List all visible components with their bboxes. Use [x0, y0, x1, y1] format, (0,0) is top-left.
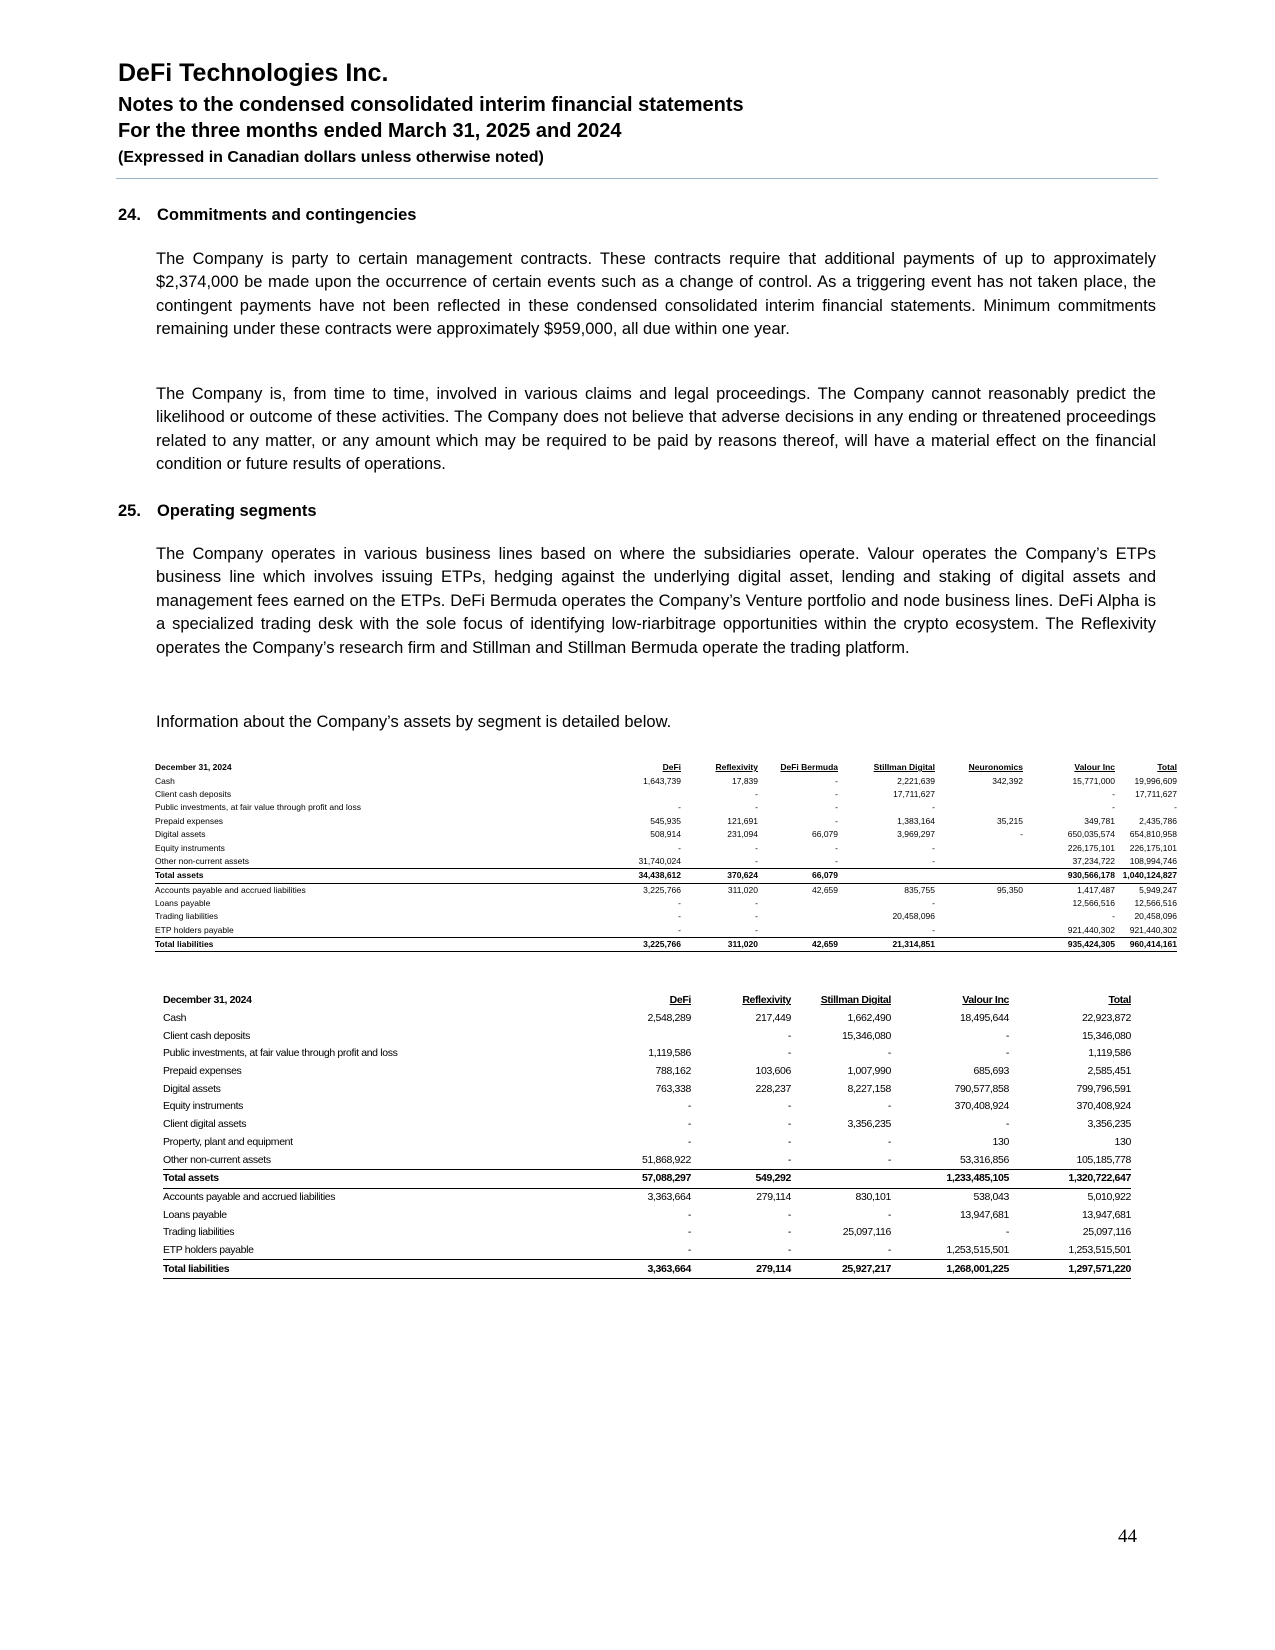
cell-value: 3,363,664 — [583, 1260, 691, 1279]
cell-value: 31,740,024 — [638, 855, 681, 866]
cell-value: 130 — [992, 1135, 1009, 1148]
cell-value: 66,079 — [758, 869, 838, 883]
row-label: Total assets — [163, 1169, 583, 1188]
section-24-number: 24. — [118, 206, 141, 224]
row-label: Loans payable — [163, 1208, 227, 1221]
table-row — [155, 801, 1177, 814]
row-label: Total liabilities — [155, 938, 575, 952]
cell-value: 538,043 — [973, 1190, 1009, 1203]
cell-value: - — [1005, 1047, 1009, 1060]
column-header: Stillman Digital — [820, 994, 891, 1007]
row-label: Accounts payable and accrued liabilities — [155, 884, 306, 895]
column-header: Valour Inc — [962, 994, 1009, 1007]
table-period-header: December 31, 2024 — [163, 994, 252, 1007]
cell-value: - — [678, 802, 681, 813]
cell-value: - — [887, 1243, 891, 1256]
row-label: Prepaid expenses — [163, 1065, 242, 1078]
cell-value: 19,996,609 — [1134, 775, 1177, 786]
cell-value: 790,577,858 — [954, 1082, 1009, 1095]
table-row — [163, 1206, 1131, 1224]
table-row — [155, 774, 1177, 787]
row-label: Client cash deposits — [155, 788, 232, 799]
cell-value: 960,414,161 — [1115, 938, 1177, 952]
cell-value: 921,440,302 — [1129, 924, 1177, 935]
row-label: ETP holders payable — [163, 1243, 254, 1256]
table-row — [155, 841, 1177, 854]
cell-value: 22,923,872 — [1081, 1012, 1131, 1025]
cell-value: 342,392 — [992, 775, 1023, 786]
cell-value: 2,548,289 — [647, 1012, 691, 1025]
section-25-paragraph-2: Information about the Company’s assets by segment is detailed below. — [156, 713, 672, 731]
table-total-row — [163, 1260, 1131, 1279]
cell-value: 25,097,116 — [842, 1226, 891, 1239]
cell-value: 1,119,586 — [1088, 1047, 1131, 1060]
column-header: DeFi Bermuda — [780, 762, 838, 773]
cell-value: - — [1005, 1118, 1009, 1131]
cell-value: 20,458,096 — [1134, 911, 1177, 922]
cell-value: 5,949,247 — [1139, 884, 1177, 895]
cell-value: 42,659 — [812, 884, 838, 895]
cell-value: 20,458,096 — [892, 911, 935, 922]
cell-value — [935, 897, 1023, 910]
cell-value: - — [678, 924, 681, 935]
cell-value: - — [835, 788, 838, 799]
cell-value: - — [787, 1047, 791, 1060]
cell-value: 17,711,627 — [1135, 788, 1177, 799]
cell-value: - — [1005, 1226, 1009, 1239]
cell-value — [935, 910, 1023, 923]
cell-value: 830,101 — [855, 1190, 891, 1203]
cell-value: 788,162 — [655, 1065, 691, 1078]
cell-value: 370,408,924 — [954, 1100, 1009, 1113]
column-header: Reflexivity — [742, 994, 791, 1007]
row-label: Prepaid expenses — [155, 815, 224, 826]
cell-value: - — [687, 1135, 691, 1148]
cell-value: 17,711,627 — [893, 788, 935, 799]
row-label: Client cash deposits — [163, 1029, 250, 1042]
cell-value — [935, 869, 1023, 883]
row-label: Other non-current assets — [155, 855, 250, 866]
column-header: DeFi — [662, 762, 681, 773]
cell-value: - — [835, 815, 838, 826]
cell-value: - — [687, 1243, 691, 1256]
cell-value: - — [1112, 788, 1115, 799]
column-header: DeFi — [669, 994, 691, 1007]
cell-value: 279,114 — [691, 1260, 791, 1279]
cell-value: - — [687, 1118, 691, 1131]
cell-value: - — [887, 1135, 891, 1148]
cell-value: 15,771,000 — [1072, 775, 1115, 786]
cell-value — [758, 897, 838, 910]
cell-value: - — [1112, 802, 1115, 813]
cell-value: 1,662,490 — [847, 1012, 891, 1025]
cell-value: 1,119,586 — [648, 1047, 691, 1060]
cell-value: 13,947,681 — [959, 1208, 1009, 1221]
cell-value: 763,338 — [655, 1082, 691, 1095]
cell-value: - — [932, 842, 935, 853]
row-label: Digital assets — [155, 829, 206, 840]
table-total-row — [163, 1169, 1131, 1188]
table-row — [163, 1188, 1131, 1206]
cell-value: - — [835, 802, 838, 813]
table-row — [163, 1242, 1131, 1260]
section-25-number: 25. — [118, 502, 141, 520]
column-header: Neuronomics — [968, 762, 1023, 773]
cell-value: 935,424,305 — [1023, 938, 1115, 952]
section-25-title: Operating segments — [157, 502, 317, 520]
cell-value — [935, 924, 1023, 938]
cell-value: - — [887, 1208, 891, 1221]
cell-value: - — [932, 924, 935, 935]
row-label: Property, plant and equipment — [163, 1135, 293, 1148]
cell-value: - — [755, 802, 758, 813]
section-24-title: Commitments and contingencies — [157, 206, 417, 224]
row-label: Public investments, at fair value through profit and loss — [163, 1047, 398, 1060]
cell-value: 12,566,516 — [1072, 898, 1115, 909]
cell-value — [935, 788, 1023, 801]
cell-value: - — [887, 1047, 891, 1060]
cell-value: 95,350 — [997, 884, 1023, 895]
row-label: Digital assets — [163, 1082, 221, 1095]
cell-value — [758, 924, 838, 938]
row-label: Cash — [163, 1012, 187, 1025]
cell-value: 1,007,990 — [847, 1065, 891, 1078]
cell-value: 121,691 — [727, 815, 758, 826]
cell-value: - — [678, 898, 681, 909]
section-25-paragraph-1: The Company operates in various business lines based on where the subsidiaries operate. Valour operates the Company’s ETPs business line which involves issuing ETPs, hedging against the underlying digital asset, lending and staking of digital assets and management fees earned on the ETPs. DeFi Bermuda operates the Company’s Venture portfolio and node business lines. DeFi Alpha is a specialized trading desk with the sole focus of identifying low-riarbitrage opportunities within the crypto ecosystem. The Reflexivity operates the Company’s research firm and Stillman and Stillman Bermuda operate the trading platform. — [156, 545, 1156, 657]
cell-value: - — [755, 911, 758, 922]
row-label: Total assets — [155, 869, 575, 883]
cell-value: 1,233,485,105 — [891, 1169, 1009, 1188]
cell-value: 226,175,101 — [1129, 842, 1177, 853]
cell-value: 1,297,571,220 — [1009, 1260, 1131, 1279]
cell-value: - — [887, 1153, 891, 1166]
row-label: Equity instruments — [155, 842, 225, 853]
cell-value: 228,237 — [755, 1082, 791, 1095]
cell-value: 103,606 — [755, 1065, 791, 1078]
cell-value: 930,566,178 — [1023, 869, 1115, 883]
cell-value: - — [787, 1118, 791, 1131]
row-label: Equity instruments — [163, 1100, 244, 1113]
cell-value: 130 — [1114, 1135, 1131, 1148]
cell-value: 42,659 — [758, 938, 838, 952]
cell-value: - — [1112, 911, 1115, 922]
cell-value: 650,035,574 — [1067, 829, 1115, 840]
statement-title: Notes to the condensed consolidated interim financial statements — [118, 94, 744, 116]
cell-value: - — [932, 898, 935, 909]
cell-value: 25,097,116 — [1082, 1226, 1131, 1239]
table-row — [163, 1134, 1131, 1152]
table-row — [163, 1224, 1131, 1242]
cell-value: 25,927,217 — [791, 1260, 891, 1279]
cell-value: - — [787, 1243, 791, 1256]
cell-value: 18,495,644 — [959, 1012, 1009, 1025]
cell-value: 12,566,516 — [1134, 898, 1177, 909]
row-label: Trading liabilities — [163, 1226, 235, 1239]
cell-value — [758, 910, 838, 923]
cell-value: 1,268,001,225 — [891, 1260, 1009, 1279]
cell-value: 217,449 — [755, 1012, 791, 1025]
table-header-row — [163, 992, 1131, 1010]
cell-value: 921,440,302 — [1067, 924, 1115, 935]
cell-value: 3,363,664 — [647, 1190, 691, 1203]
table-header-row — [155, 761, 1177, 774]
cell-value: - — [835, 855, 838, 866]
row-label: ETP holders payable — [155, 924, 234, 935]
page-header — [118, 58, 1158, 168]
cell-value: - — [787, 1226, 791, 1239]
table-row — [155, 883, 1177, 897]
cell-value: 1,253,515,501 — [1068, 1243, 1131, 1256]
table-row — [163, 1080, 1131, 1098]
table-row — [163, 1116, 1131, 1134]
row-label: Other non-current assets — [163, 1153, 271, 1166]
cell-value: 835,755 — [904, 884, 935, 895]
cell-value: - — [755, 842, 758, 853]
cell-value: - — [932, 855, 935, 866]
cell-value: 549,292 — [691, 1169, 791, 1188]
cell-value: 108,994,746 — [1129, 855, 1177, 866]
cell-value: 311,020 — [727, 884, 758, 895]
cell-value: 17,839 — [732, 775, 758, 786]
cell-value — [791, 1169, 891, 1188]
cell-value: 370,624 — [681, 869, 758, 883]
cell-value: - — [678, 911, 681, 922]
cell-value: - — [687, 1100, 691, 1113]
cell-value: 51,868,922 — [641, 1153, 691, 1166]
column-header: Valour Inc — [1074, 762, 1115, 773]
cell-value: - — [887, 1100, 891, 1113]
statement-period: For the three months ended March 31, 2025 and 2024 — [118, 120, 622, 142]
cell-value: 2,585,451 — [1087, 1065, 1131, 1078]
cell-value: 3,225,766 — [643, 884, 681, 895]
cell-value: 654,810,958 — [1129, 829, 1177, 840]
row-label: Cash — [155, 775, 175, 786]
table-row — [155, 828, 1177, 841]
cell-value: 34,438,612 — [575, 869, 681, 883]
column-header: Total — [1157, 762, 1177, 773]
cell-value: 66,079 — [812, 829, 838, 840]
row-label: Trading liabilities — [155, 911, 218, 922]
table-row — [155, 924, 1177, 938]
column-header: Reflexivity — [715, 762, 758, 773]
column-header: Stillman Digital — [873, 762, 935, 773]
cell-value: 57,088,297 — [583, 1169, 691, 1188]
cell-value: - — [755, 855, 758, 866]
cell-value: 8,227,158 — [847, 1082, 891, 1095]
cell-value — [838, 869, 935, 883]
segment-table-2 — [163, 992, 1131, 1279]
table-row — [155, 855, 1177, 869]
table-row — [163, 1098, 1131, 1116]
table-total-row — [155, 869, 1177, 883]
row-label: Loans payable — [155, 898, 211, 909]
cell-value: 3,356,235 — [847, 1118, 891, 1131]
cell-value — [935, 841, 1023, 854]
table-row — [163, 1063, 1131, 1081]
table-total-row — [155, 938, 1177, 952]
table-row — [163, 1045, 1131, 1063]
company-name: DeFi Technologies Inc. — [118, 59, 389, 87]
table-row — [155, 910, 1177, 923]
cell-value: - — [932, 802, 935, 813]
row-label: Public investments, at fair value through profit and loss — [155, 802, 361, 813]
table-row — [155, 815, 1177, 828]
cell-value: 15,346,080 — [1081, 1029, 1131, 1042]
cell-value: 13,947,681 — [1081, 1208, 1131, 1221]
column-header: Total — [1108, 994, 1131, 1007]
cell-value: 311,020 — [681, 938, 758, 952]
cell-value: - — [787, 1153, 791, 1166]
cell-value: - — [687, 1226, 691, 1239]
cell-value: 3,225,766 — [575, 938, 681, 952]
cell-value: - — [678, 842, 681, 853]
page-number: 44 — [1118, 1526, 1137, 1547]
cell-value — [935, 938, 1023, 952]
cell-value: 226,175,101 — [1067, 842, 1115, 853]
cell-value: 21,314,851 — [838, 938, 935, 952]
cell-value: - — [1005, 1029, 1009, 1042]
cell-value — [935, 801, 1023, 814]
table-row — [163, 1010, 1131, 1028]
cell-value: - — [787, 1208, 791, 1221]
cell-value: 279,114 — [756, 1190, 791, 1203]
cell-value: - — [755, 924, 758, 935]
cell-value: 508,914 — [650, 829, 681, 840]
table-period-header: December 31, 2024 — [155, 762, 232, 773]
cell-value: - — [787, 1029, 791, 1042]
cell-value: - — [755, 898, 758, 909]
table-row — [155, 897, 1177, 910]
cell-value: - — [1174, 802, 1177, 813]
cell-value: 1,040,124,827 — [1115, 869, 1177, 883]
cell-value: 15,346,080 — [841, 1029, 891, 1042]
cell-value: 799,796,591 — [1076, 1082, 1131, 1095]
header-divider — [116, 178, 1158, 179]
cell-value: 2,221,639 — [897, 775, 935, 786]
cell-value: 53,316,856 — [959, 1153, 1009, 1166]
cell-value: 231,094 — [727, 829, 758, 840]
cell-value: - — [687, 1208, 691, 1221]
cell-value: - — [1020, 829, 1023, 840]
section-24-paragraph-1: The Company is party to certain management contracts. These contracts require that additional payments of up to approximately $2,374,000 be made upon the occurrence of certain events such as a change of control. As a triggering event has not taken place, the contingent payments have not been reflected in these condensed consolidated interim financial statements. Minimum commitments remaining under these contracts were approximately $959,000, all due within one year. — [156, 250, 1156, 339]
cell-value: - — [755, 788, 758, 799]
section-24-paragraph-2: The Company is, from time to time, involved in various claims and legal proceedings. The Company cannot reasonably predict the likelihood or outcome of these activities. The Company does not believe that adverse decisions in any ending or threatened proceedings related to any matter, or any amount which may be required to be paid by reasons thereof, will have a material effect on the financial condition or future results of operations. — [156, 385, 1156, 474]
row-label: Accounts payable and accrued liabilities — [163, 1190, 336, 1203]
cell-value: 3,356,235 — [1087, 1118, 1131, 1131]
cell-value: - — [835, 842, 838, 853]
cell-value: 35,215 — [997, 815, 1023, 826]
cell-value: 1,383,164 — [897, 815, 935, 826]
cell-value — [575, 788, 681, 801]
cell-value — [935, 855, 1023, 869]
cell-value: 2,435,786 — [1139, 815, 1177, 826]
cell-value: 5,010,922 — [1087, 1190, 1131, 1203]
cell-value: 37,234,722 — [1072, 855, 1115, 866]
row-label: Total liabilities — [163, 1260, 583, 1279]
cell-value: 105,185,778 — [1076, 1153, 1131, 1166]
cell-value: - — [787, 1135, 791, 1148]
cell-value: - — [835, 775, 838, 786]
cell-value — [583, 1027, 691, 1045]
cell-value: 545,935 — [650, 815, 681, 826]
cell-value: - — [787, 1100, 791, 1113]
cell-value: 3,969,297 — [897, 829, 935, 840]
table-row — [163, 1151, 1131, 1169]
table-row — [163, 1027, 1131, 1045]
table-row — [155, 788, 1177, 801]
row-label: Client digital assets — [163, 1118, 247, 1131]
cell-value: 370,408,924 — [1076, 1100, 1131, 1113]
section-25-heading — [118, 502, 317, 521]
cell-value: 1,417,487 — [1077, 884, 1115, 895]
cell-value: 1,643,739 — [643, 775, 681, 786]
cell-value: 349,781 — [1084, 815, 1115, 826]
cell-value: 1,320,722,647 — [1009, 1169, 1131, 1188]
section-24-heading — [118, 206, 416, 225]
cell-value: 685,693 — [973, 1065, 1009, 1078]
currency-note: (Expressed in Canadian dollars unless otherwise noted) — [118, 149, 544, 166]
segment-table-1 — [155, 761, 1177, 952]
cell-value: 1,253,515,501 — [946, 1243, 1009, 1256]
